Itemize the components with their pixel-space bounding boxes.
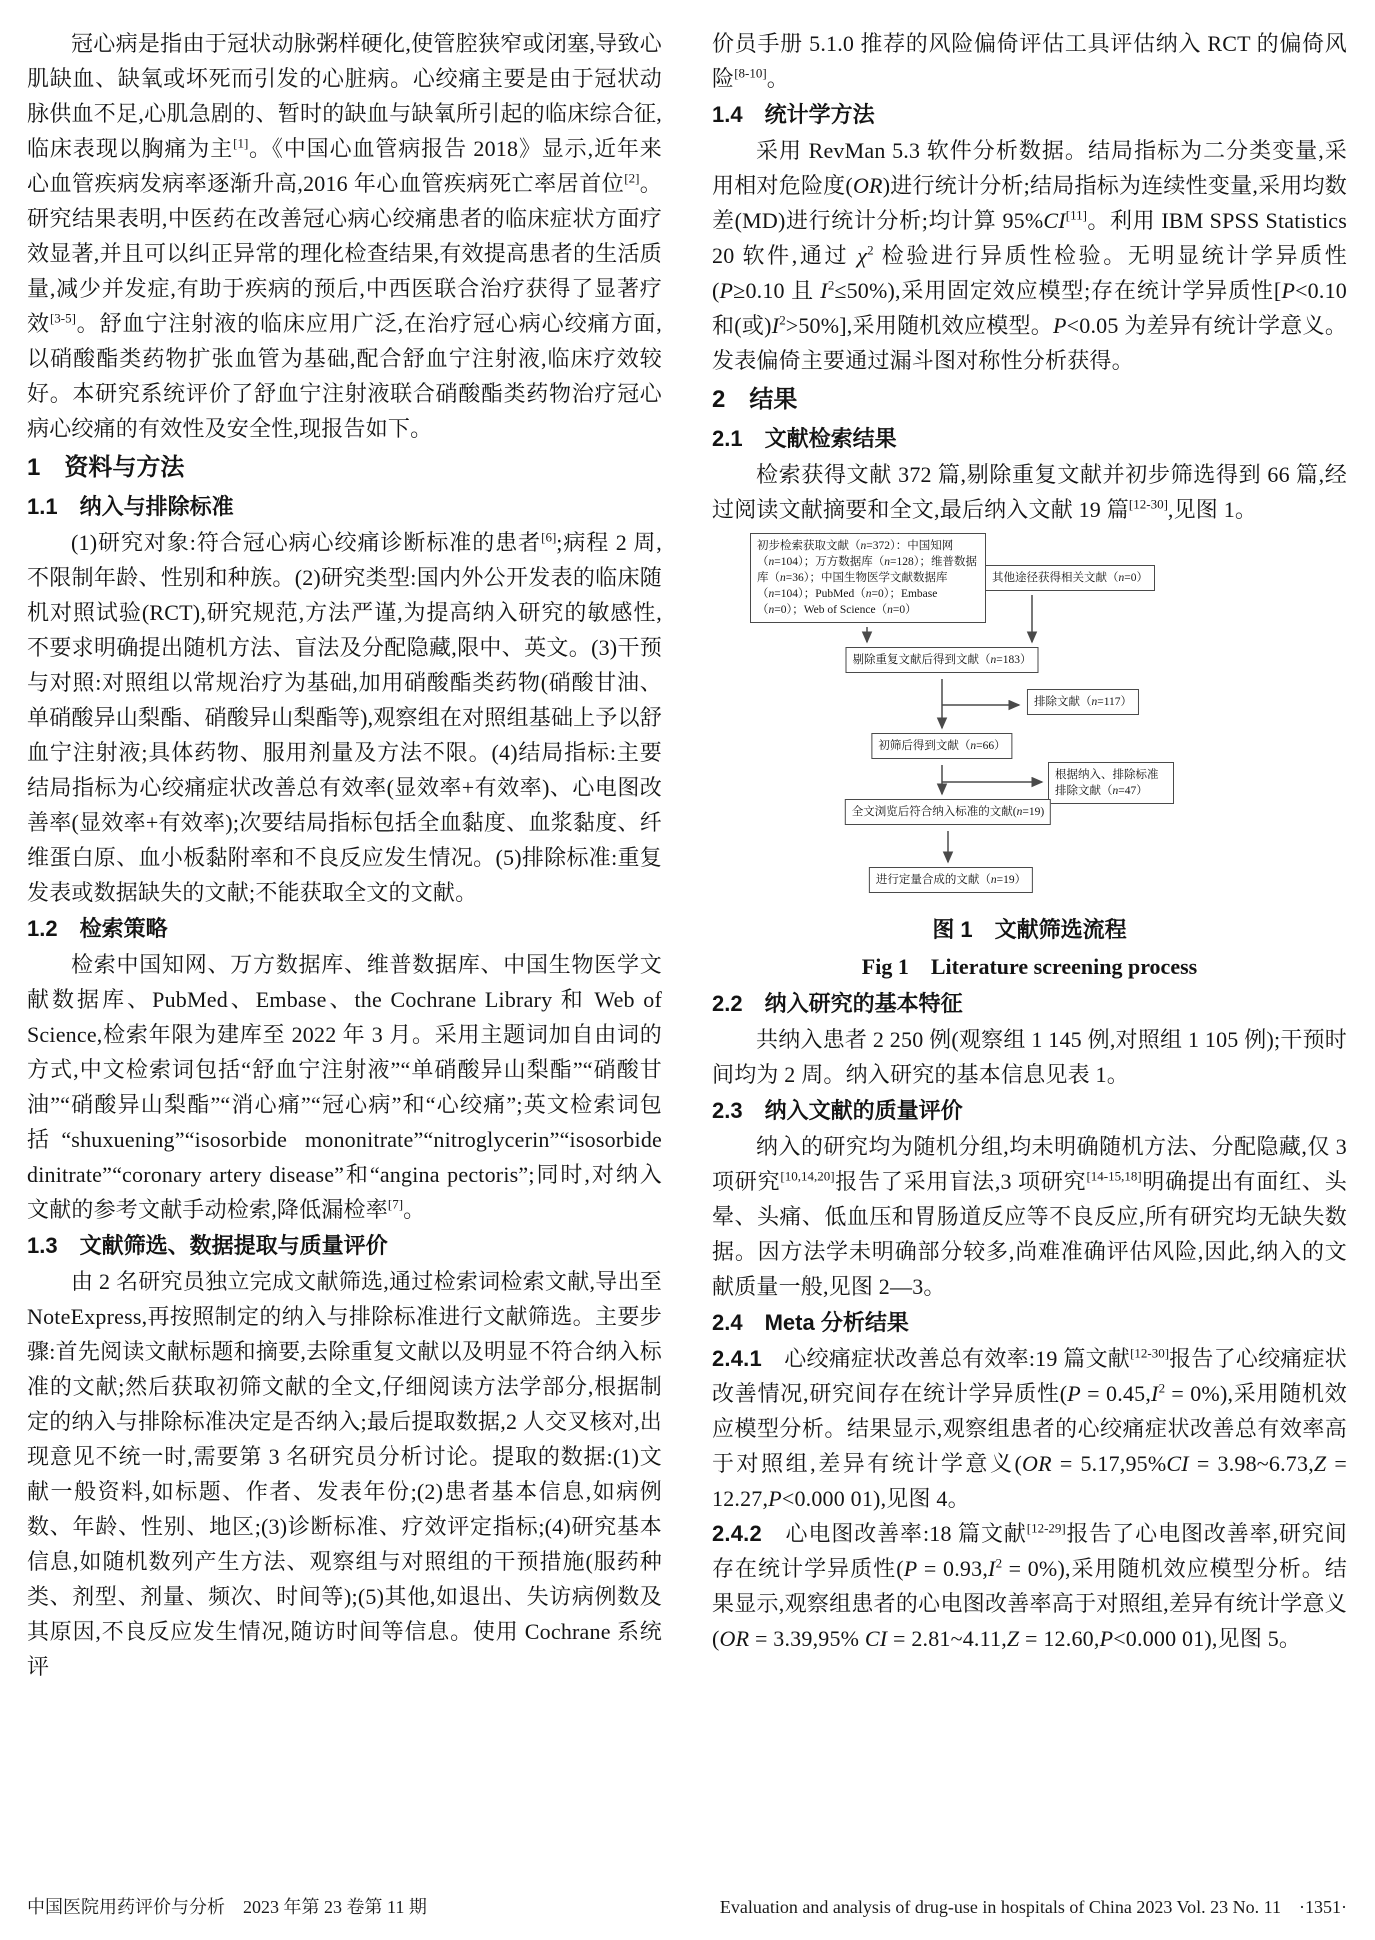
paragraph-continuation: 价员手册 5.1.0 推荐的风险偏倚评估工具评估纳入 RCT 的偏倚风险[8-10]。 (712, 31, 1347, 91)
flow-box-other-sources: 其他途径获得相关文献（n=0） (985, 565, 1155, 591)
paragraph-angina-improvement: 2.4.1 心绞痛症状改善总有效率:19 篇文献[12-30]报告了心绞痛症状改善情况,研究间存在统计学异质性$(P = 0.45,I^2 = 0\%)$,采用随机效应模型分析。结果显示,观察组患者的心绞痛症状改善总有效率高于对照组,差异有统计学意义(OR = 5.17,95%CI = 3.98~6.73,Z = 12.27,P<0.000 01),见图 4。 (712, 1345, 1347, 1511)
figure-caption-cn: 图 1 文献筛选流程 (932, 917, 1127, 942)
figure-caption-en: Fig 1 Literature screening process (861, 954, 1198, 979)
flow-box-after-screening: 初筛后得到文献（n=66） (871, 733, 1012, 759)
right-column (712, 26, 1347, 1684)
paragraph-intro: 冠心病是指由于冠状动脉粥样硬化,使管腔狭窄或闭塞,导致心肌缺血、缺氧或坏死而引发的心脏病。心绞痛主要是由于冠状动脉供血不足,心肌急剧的、暂时的缺血与缺氧所引起的临床综合征,临床表现以胸痛为主[1]。《中国心血管病报告 2018》显示,近年来心血管疾病发病率逐渐升高,2016 年心血管疾病死亡率居首位[2]。研究结果表明,中医药在改善冠心病心绞痛患者的临床症状方面疗效显著,并且可以纠正异常的理化检查结果,有效提高患者的生活质量,减少并发症,有助于疾病的预后,中西医联合治疗获得了显著疗效[3-5]。舒血宁注射液的临床应用广泛,在治疗冠心病心绞痛方面,以硝酸酯类药物扩张血管为基础,配合舒血宁注射液,临床疗效较好。本研究系统评价了舒血宁注射液联合硝酸酯类药物治疗冠心病心绞痛的有效性及安全性,现报告如下。 (27, 31, 663, 441)
flow-box-initial-search: 初步检索获取文献（n=372）：中国知网（n=104）；万方数据库（n=128）；维普数据库（n=36）；中国生物医学文献数据库（n=104）；PubMed（n=0）；Embase（n=0）；Web of Science（n=0） (750, 533, 986, 623)
heading-search-results: 2.1 文献检索结果 (712, 426, 897, 451)
paragraph-search-results: 检索获得文献 372 篇,剔除重复文献并初步筛选得到 66 篇,经过阅读文献摘要和全文,最后纳入文献 19 篇[12-30],见图 1。 (712, 462, 1347, 522)
heading-screening-extraction: 1.3 文献筛选、数据提取与质量评价 (27, 1233, 388, 1258)
flow-box-excluded-117: 排除文献（n=117） (1027, 689, 1139, 715)
paragraph-quality-evaluation: 纳入的研究均为随机分组,均未明确随机方法、分配隐藏,仅 3 项研究[10,14,20]报告了采用盲法,3 项研究[14-15,18]明确提出有面红、头晕、头痛、低血压和胃肠道反应等不良反应,所有研究均无缺失数据。因方法学未明确部分较多,尚难准确评估风险,因此,纳入的文献质量一般,见图 2—3。 (712, 1134, 1347, 1299)
footer-journal-en: Evaluation and analysis of drug-use in hospitals of China 2023 Vol. 23 No. 11 ·1351· (719, 1897, 1347, 1917)
paragraph-statistical-methods: 采用 RevMan 5.3 软件分析数据。结局指标为二分类变量,采用相对危险度(OR)进行统计分析;结局指标为连续性变量,采用均数差(MD)进行统计分析;均计算 95%CI[11]。利用 IBM SPSS Statistics 20 软件,通过 $\chi^2$ 检验进行异质性检验。无明显统计学异质性(P≥0.10 且 $I^2\le 50\%$),采用固定效应模型;存在统计学异质性[P<0.10 和(或)$I^2>50\%$],采用随机效应模型。P<0.05 为差异有统计学意义。发表偏倚主要通过漏斗图对称性分析获得。 (712, 138, 1348, 373)
paragraph-inclusion-exclusion: (1)研究对象:符合冠心病心绞痛诊断标准的患者[6];病程 2 周,不限制年龄、性别和种族。(2)研究类型:国内外公开发表的临床随机对照试验(RCT),研究规范,方法严谨,为提高纳入研究的敏感性,不要求明确提出随机方法、盲法及分配隐藏,限中、英文。(3)干预与对照:对照组以常规治疗为基础,加用硝酸酯类药物(硝酸甘油、单硝酸异山梨酯、硝酸异山梨酯等),观察组在对照组基础上予以舒血宁注射液;具体药物、服用剂量及方法不限。(4)结局指标:主要结局指标为心绞痛症状改善总有效率(显效率+有效率)、心电图改善率(显效率+有效率);次要结局指标包括全血黏度、血浆黏度、纤维蛋白原、血小板黏附率和不良反应发生情况。(5)排除标准:重复发表或数据缺失的文献;不能获取全文的文献。 (27, 529, 662, 905)
flow-box-fulltext-included: 全文浏览后符合纳入标准的文献(n=19) (845, 799, 1051, 825)
paragraph-search-strategy: 检索中国知网、万方数据库、维普数据库、中国生物医学文献数据库、PubMed、Embase、the Cochrane Library 和 Web of Science,检索年限为建库至 2022 年 3 月。采用主题词加自由词的方式,中文检索词包括“舒血宁注射液”“单硝酸异山梨酯”“硝酸甘油”“硝酸异山梨酯”“消心痛”“冠心病”和“心绞痛”;英文检索词包括“shuxuening”“isosorbide mononitrate”“nitroglycerin”“isosorbide dinitrate”“coronary artery disease”和“angina pectoris”;同时,对纳入文献的参考文献手动检索,降低漏检率[7]。 (27, 952, 662, 1222)
heading-results: 2 结果 (712, 386, 798, 413)
heading-statistical-methods: 1.4 统计学方法 (712, 102, 875, 127)
flow-box-excluded-47: 根据纳入、排除标准排除文献（n=47） (1048, 762, 1174, 804)
heading-quality-evaluation: 2.3 纳入文献的质量评价 (712, 1098, 963, 1123)
heading-materials-methods: 1 资料与方法 (27, 454, 185, 481)
heading-meta-analysis-results: 2.4 Meta 分析结果 (712, 1310, 909, 1335)
flow-box-after-dedup: 剔除重复文献后得到文献（n=183） (846, 647, 1039, 673)
heading-inclusion-exclusion: 1.1 纳入与排除标准 (27, 494, 234, 519)
heading-search-strategy: 1.2 检索策略 (27, 916, 168, 941)
page-footer (27, 1896, 1347, 1918)
figure-1-literature-screening-flowchart (712, 531, 1346, 909)
footer-journal-cn: 中国医院用药评价与分析 2023 年第 23 卷第 11 期 (27, 1897, 427, 1917)
flow-box-quantitative-synthesis: 进行定量合成的文献（n=19） (869, 867, 1033, 893)
heading-basic-characteristics: 2.2 纳入研究的基本特征 (712, 991, 963, 1016)
paragraph-screening-extraction: 由 2 名研究员独立完成文献筛选,通过检索词检索文献,导出至 NoteExpress,再按照制定的纳入与排除标准进行文献筛选。主要步骤:首先阅读文献标题和摘要,去除重复文献以及明显不符合纳入标准的文献;然后获取初筛文献的全文,仔细阅读方法学部分,根据制定的纳入与排除标准决定是否纳入;最后提取数据,2 人交叉核对,出现意见不统一时,需要第 3 名研究员分析讨论。提取的数据:(1)文献一般资料,如标题、作者、发表年份;(2)患者基本信息,如病例数、年龄、性别、地区;(3)诊断标准、疗效评定指标;(4)研究基本信息,如随机数列产生方法、观察组与对照组的干预措施(服药种类、剂型、剂量、频次、时间等);(5)其他,如退出、失访病例数及其原因,不良反应发生情况,随访时间等信息。使用 Cochrane 系统评 (27, 1269, 662, 1679)
two-column-layout (27, 26, 1347, 1684)
left-column (27, 26, 662, 1684)
paragraph-basic-characteristics: 共纳入患者 2 250 例(观察组 1 145 例,对照组 1 105 例);干预时间均为 2 周。纳入研究的基本信息见表 1。 (712, 1027, 1347, 1087)
paragraph-ecg-improvement: 2.4.2 心电图改善率:18 篇文献[12-29]报告了心电图改善率,研究间存在统计学异质性$(P = 0.93,I^2 = 0\%)$,采用随机效应模型分析。结果显示,观察组患者的心电图改善率高于对照组,差异有统计学意义(OR = 3.39,95% CI = 2.81~4.11,Z = 12.60,P<0.000 01),见图 5。 (712, 1520, 1347, 1651)
